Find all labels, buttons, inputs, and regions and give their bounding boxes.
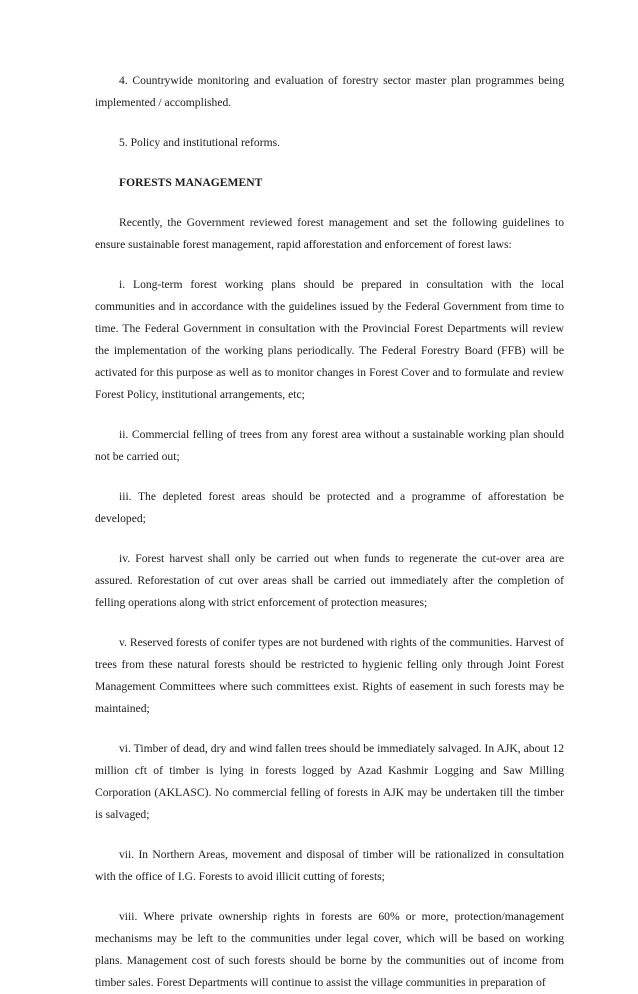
section-heading: FORESTS MANAGEMENT bbox=[119, 176, 263, 189]
paragraph-guideline-iv: iv. Forest harvest shall only be carried out when funds to regenerate the cut-over area are assured. Reforestation of cut over areas shall be carried out immediately after the completion of felling operations along with strict enforcement of protection measures; bbox=[95, 552, 564, 609]
paragraph-guideline-viii: viii. Where private ownership rights in forests are 60% or more, protection/management mechanisms may be left to the communities under legal cover, which will be based on working plans. Management cost of such forests should be borne by the communities out of income from timber sales. Forest Departments will continue to assist the village communities in preparation of bbox=[95, 910, 564, 989]
paragraph-item-4: 4. Countrywide monitoring and evaluation of forestry sector master plan programmes being implemented / accomplished. bbox=[95, 74, 564, 109]
paragraph-guideline-ii: ii. Commercial felling of trees from any forest area without a sustainable working plan should not be carried out; bbox=[95, 428, 564, 463]
paragraph-intro: Recently, the Government reviewed forest management and set the following guidelines to ensure sustainable forest management, rapid afforestation and enforcement of forest laws: bbox=[95, 216, 564, 251]
paragraph-guideline-vii: vii. In Northern Areas, movement and disposal of timber will be rationalized in consultation with the office of I.G. Forests to avoid illicit cutting of forests; bbox=[95, 848, 564, 883]
paragraph-item-5: 5. Policy and institutional reforms. bbox=[119, 136, 281, 149]
paragraph-guideline-v: v. Reserved forests of conifer types are not burdened with rights of the communities. Harvest of trees from these natural forests should be restricted to hygienic felling only through Joint Forest Management Committees where such committees exist. Rights of easement in such forests may be maintained; bbox=[95, 636, 564, 715]
paragraph-guideline-iii: iii. The depleted forest areas should be protected and a programme of afforestation be developed; bbox=[95, 490, 564, 525]
paragraph-guideline-vi: vi. Timber of dead, dry and wind fallen trees should be immediately salvaged. In AJK, about 12 million cft of timber is lying in forests logged by Azad Kashmir Logging and Saw Milling Corporation (AKLASC). No commercial felling of forests in AJK may be undertaken till the timber is salvaged; bbox=[95, 742, 564, 821]
paragraph-guideline-i: i. Long-term forest working plans should be prepared in consultation with the local communities and in accordance with the guidelines issued by the Federal Government from time to time. The Federal Government in consultation with the Provincial Forest Departments will review the implementation of the working plans periodically. The Federal Forestry Board (FFB) will be activated for this purpose as well as to monitor changes in Forest Cover and to formulate and review Forest Policy, institutional arrangements, etc; bbox=[95, 278, 564, 401]
